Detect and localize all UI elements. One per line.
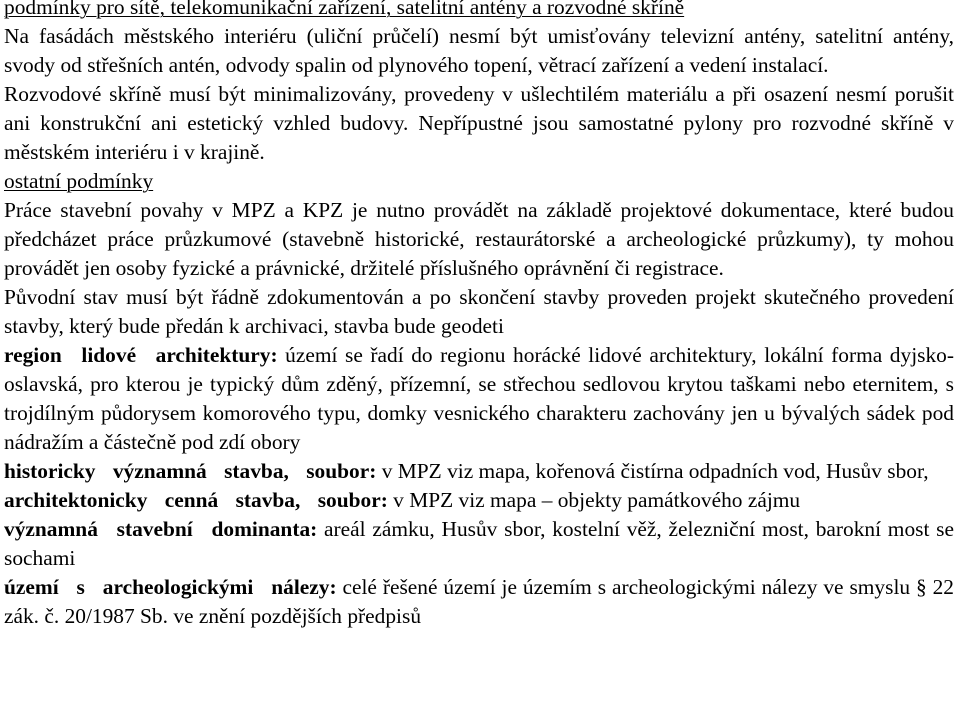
section-heading-other <box>4 167 954 196</box>
paragraph-facades: Na fasádách městského interiéru (uliční průčelí) nesmí být umisťovány televizní antény, satelitní antény, svody od střešních antén, odvody spalin od plynového topení, větrací zařízení a vedení instalací. <box>4 24 954 77</box>
definition-text: celé řešené území je územím s archeologickými nálezy ve smyslu § 22 zák. č. 20/1987 Sb. ve znění pozdějších předpisů <box>4 575 954 628</box>
definition-term: významná stavební dominanta: <box>4 517 318 541</box>
definition-term: území s archeologickými nálezy: <box>4 575 337 599</box>
definition-text: území se řadí do regionu horácké lidové architektury, lokální forma dyjsko-oslavská, pro kterou je typický dům zděný, přízemní, se střechou sedlovou krytou taškami nebo eternitem, s trojdílným půdorysem komorového typu, domky vesnického charakteru zachovány jen u bývalých sádek pod nádražím a částečně pod zdí obory <box>4 343 954 454</box>
definition-text: v MPZ viz mapa – objekty památkového zájmu <box>387 488 801 512</box>
definition-term: historicky významná stavba, soubor: <box>4 459 377 483</box>
paragraph-original-state: Původní stav musí být řádně zdokumentován a po skončení stavby proveden projekt skutečného provedení stavby, který bude předán k archivaci, stavba bude geodeti <box>4 285 954 338</box>
paragraph-distribution-boxes: Rozvodové skříně musí být minimalizovány, provedeny v ušlechtilém materiálu a při osazení nesmí porušit ani konstrukční ani estetický vzhled budovy. Nepřípustné jsou samostatné pylony pro rozvodné skříně v městském interiéru i v krajině. <box>4 82 954 164</box>
paragraph-construction-works: Práce stavební povahy v MPZ a KPZ je nutno provádět na základě projektové dokumentace, které budou předcházet práce průzkumové (stavebně historické, restaurátorské a archeologické průzkumy), ty mohou provádět jen osoby fyzické a právnické, držitelé příslušného oprávnění či registrace. <box>4 198 954 280</box>
definition-text: v MPZ viz mapa, kořenová čistírna odpadních vod, Husův sbor, <box>376 459 929 483</box>
section-heading-networks <box>4 0 954 22</box>
definition-folk-architecture <box>4 341 954 457</box>
definition-term: region lidové architektury: <box>4 343 278 367</box>
definition-architectural-building <box>4 486 954 515</box>
definition-term: architektonicky cenná stavba, soubor: <box>4 488 388 512</box>
definition-dominant <box>4 515 954 573</box>
definition-historic-building <box>4 457 954 486</box>
definition-archaeology <box>4 573 954 631</box>
definition-text: areál zámku, Husův sbor, kostelní věž, železniční most, barokní most se sochami <box>4 517 954 570</box>
section-heading-networks-text: podmínky pro sítě, telekomunikační zařízení, satelitní antény a rozvodné skříně <box>4 0 685 19</box>
section-heading-other-text: ostatní podmínky <box>4 169 154 193</box>
